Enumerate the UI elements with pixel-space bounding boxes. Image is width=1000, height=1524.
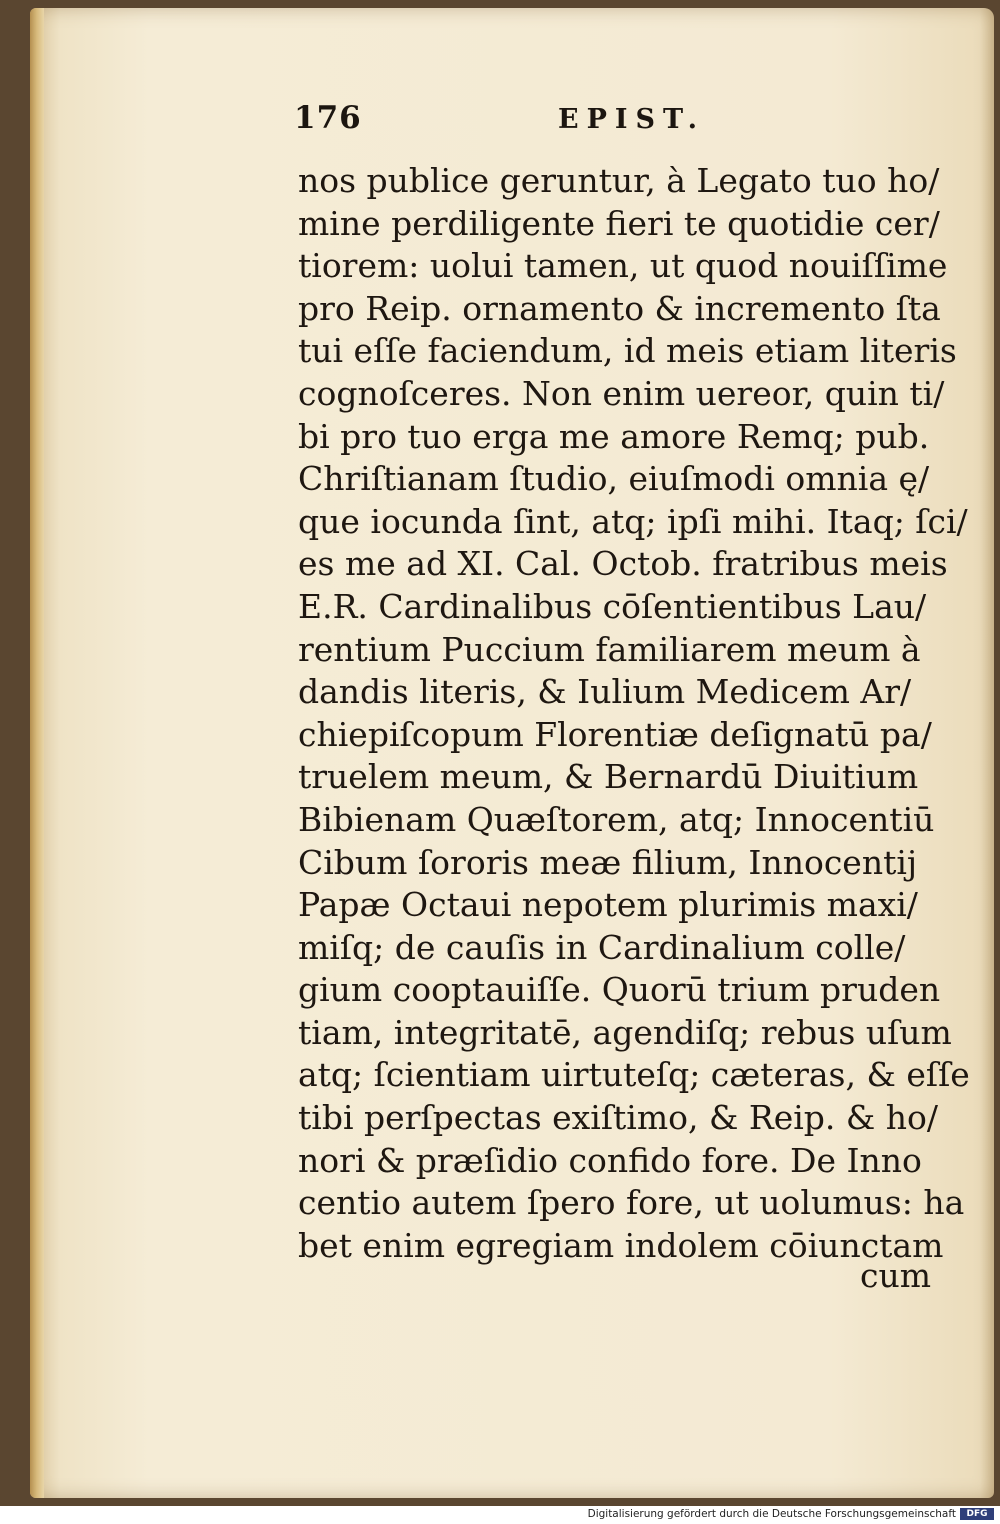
text-line: bet enim egregiam indolem cōiunctam (298, 1225, 944, 1265)
text-line: tiam, integritatē, agendiſq; rebus uſum (298, 1012, 952, 1052)
text-line: pro Reip. ornamento & incremento ſta (298, 288, 941, 328)
body-text (298, 160, 970, 1267)
page-header (258, 100, 728, 140)
text-line: mine perdiligente fieri te quotidie cer/ (298, 203, 940, 243)
text-line: tui eſſe faciendum, id meis etiam literis (298, 331, 957, 371)
text-line: E.R. Cardinalibus cōſentientibus Lau/ (298, 586, 927, 626)
text-line: dandis literis, & Iulium Medicem Ar/ (298, 672, 912, 712)
text-line: bi pro tuo erga me amore Remq; pub. (298, 416, 930, 456)
text-line: Papæ Octaui nepotem plurimis maxi/ (298, 885, 918, 925)
text-line: tiorem: uolui tamen, ut quod nouiſſime (298, 246, 948, 286)
text-line: nori & præſidio confido fore. De Inno (298, 1140, 922, 1180)
catchword: cum (860, 1256, 932, 1295)
text-line: gium cooptauiſſe. Quorū trium pruden (298, 970, 941, 1010)
text-line: Bibienam Quæſtorem, atq; Innocentiū (298, 799, 935, 839)
text-line: nos publice geruntur, à Legato tuo ho/ (298, 161, 940, 200)
page-gutter-edge (30, 8, 44, 1498)
text-line: que iocunda ſint, atq; ipſi mihi. Itaq; ſci/ (298, 501, 968, 541)
text-line: es me ad XI. Cal. Octob. fratribus meis (298, 544, 948, 584)
dfg-logo: DFG (960, 1508, 994, 1520)
footer-credit: Digitalisierung gefördert durch die Deutsche Forschungsgemeinschaft (587, 1508, 956, 1520)
text-line: truelem meum, & Bernardū Diuitium (298, 757, 919, 797)
text-line: Chriſtianam ſtudio, eiuſmodi omnia ę/ (298, 459, 930, 499)
text-line: atq; ſcientiam uirtuteſq; cæteras, & eſſe (298, 1055, 970, 1095)
text-line: cognoſceres. Non enim uereor, quin ti/ (298, 373, 945, 413)
text-line: Cibum ſororis meæ filium, Innocentij (298, 842, 918, 882)
running-head: EPIST. (558, 104, 706, 135)
text-line: chiepiſcopum Florentiæ deſignatū pa/ (298, 714, 932, 754)
page-number: 176 (294, 100, 362, 136)
text-line: tibi perſpectas exiſtimo, & Reip. & ho/ (298, 1098, 938, 1138)
text-line: rentium Puccium familiarem meum à (298, 629, 921, 669)
text-line: centio autem ſpero fore, ut uolumus: ha (298, 1183, 965, 1223)
text-line: miſq; de cauſis in Cardinalium colle/ (298, 927, 906, 967)
